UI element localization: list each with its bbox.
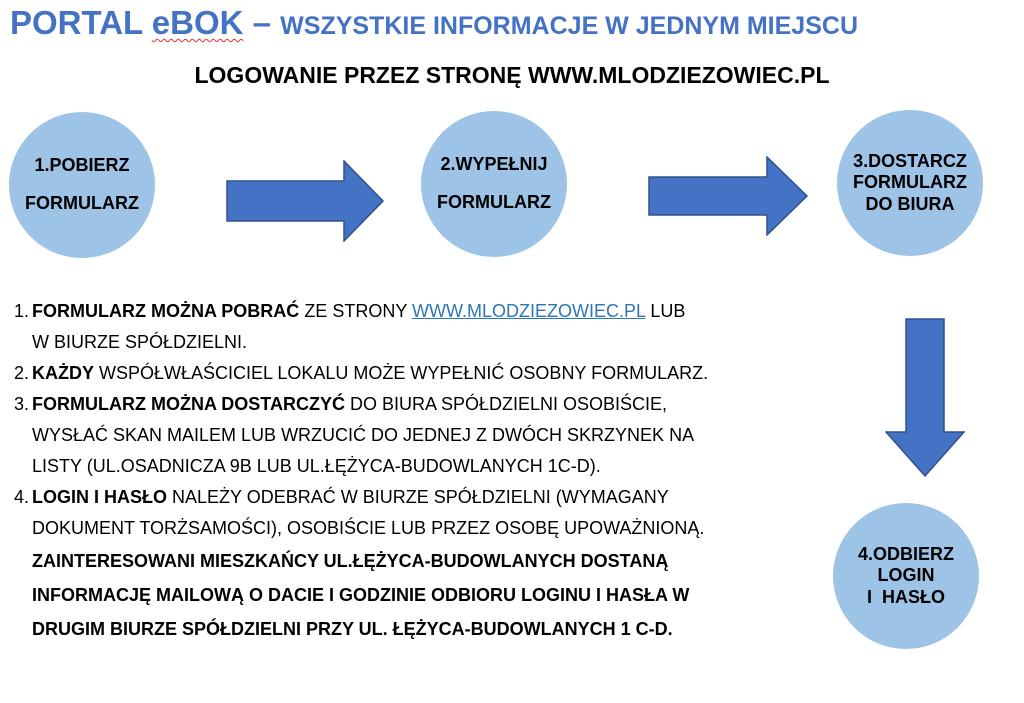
step-1-line2: FORMULARZ <box>25 193 139 213</box>
step-2-circle <box>421 111 567 257</box>
list-item <box>14 482 834 544</box>
pickup-note <box>32 544 834 646</box>
step-4-line1: 4.ODBIERZ <box>857 543 954 564</box>
step-1-line1: 1.POBIERZ <box>34 155 130 176</box>
list-item <box>14 358 834 389</box>
arrow-right-icon <box>226 160 386 242</box>
item-text: WSPÓŁWŁAŚCICIEL LOKALU MOŻE WYPEŁNIĆ OSOBNY FORMULARZ. <box>94 363 709 383</box>
title-tagline: WSZYSTKIE INFORMACJE W JEDNYM MIEJSCU <box>280 12 858 40</box>
item-number: 4. <box>14 487 30 507</box>
item-text: NALEŻY ODEBRAĆ W BIURZE SPÓŁDZIELNI (WYMAGANY <box>167 487 669 507</box>
item-number: 1. <box>14 301 30 321</box>
item-number: 3. <box>14 394 30 414</box>
item-text: WYSŁAĆ SKAN MAILEM LUB WRZUCIĆ DO JEDNEJ Z DWÓCH SKRZYNEK NA <box>32 425 695 445</box>
step-3-line1: 3.DOSTARCZ <box>853 150 967 171</box>
title-portal: PORTAL <box>10 4 152 41</box>
item-bold-text: FORMULARZ MOŻNA DOSTARCZYĆ <box>32 394 345 414</box>
item-text: LISTY (UL.OSADNICZA 9B LUB UL.ŁĘŻYCA-BUDOWLANYCH 1C-D). <box>32 456 601 476</box>
arrow-right-icon <box>648 156 810 236</box>
item-text: W BIURZE SPÓŁDZIELNI. <box>32 332 248 352</box>
title-dash: – <box>243 4 281 41</box>
item-text: ZE STRONY <box>299 301 412 321</box>
title-ebok: eBOK <box>151 4 244 41</box>
item-text: DO BIURA SPÓŁDZIELNI OSOBIŚCIE, <box>344 394 668 414</box>
note-line: DRUGIM BIURZE SPÓŁDZIELNI PRZY UL. ŁĘŻYCA-BUDOWLANYCH 1 C-D. <box>32 619 673 639</box>
item-text: LUB <box>645 301 686 321</box>
page-title <box>10 4 858 42</box>
step-4-circle <box>833 503 979 649</box>
step-3-line3: DO BIURA <box>865 193 955 214</box>
item-bold-text: FORMULARZ MOŻNA POBRAĆ <box>32 301 300 321</box>
step-4-line2: LOGIN <box>877 565 935 586</box>
step-3-circle <box>837 110 983 256</box>
step-4-line3: I HASŁO <box>866 586 945 607</box>
item-bold-text: KAŻDY <box>32 363 94 383</box>
website-link[interactable]: WWW.MLODZIEZOWIEC.PL <box>412 301 646 321</box>
arrow-down-icon <box>885 318 965 478</box>
list-item <box>14 389 834 482</box>
step-3-line2: FORMULARZ <box>853 172 967 193</box>
item-number: 2. <box>14 363 30 383</box>
note-line: INFORMACJĘ MAILOWĄ O DACIE I GODZINIE ODBIORU LOGINU I HASŁA W <box>32 585 690 605</box>
instructions-list <box>14 296 834 646</box>
step-2-line2: FORMULARZ <box>437 192 551 212</box>
item-text: DOKUMENT TORŻSAMOŚCI), OSOBIŚCIE LUB PRZEZ OSOBĘ UPOWAŻNIONĄ. <box>32 518 705 538</box>
step-2-line1: 2.WYPEŁNIJ <box>440 154 548 175</box>
note-line: ZAINTERESOWANI MIESZKAŃCY UL.ŁĘŻYCA-BUDOWLANYCH DOSTANĄ <box>32 551 669 571</box>
item-bold-text: LOGIN I HASŁO <box>32 487 167 507</box>
list-item <box>14 296 834 358</box>
step-1-circle <box>9 112 155 258</box>
subtitle: LOGOWANIE PRZEZ STRONĘ WWW.MLODZIEZOWIEC.PL <box>194 62 830 88</box>
